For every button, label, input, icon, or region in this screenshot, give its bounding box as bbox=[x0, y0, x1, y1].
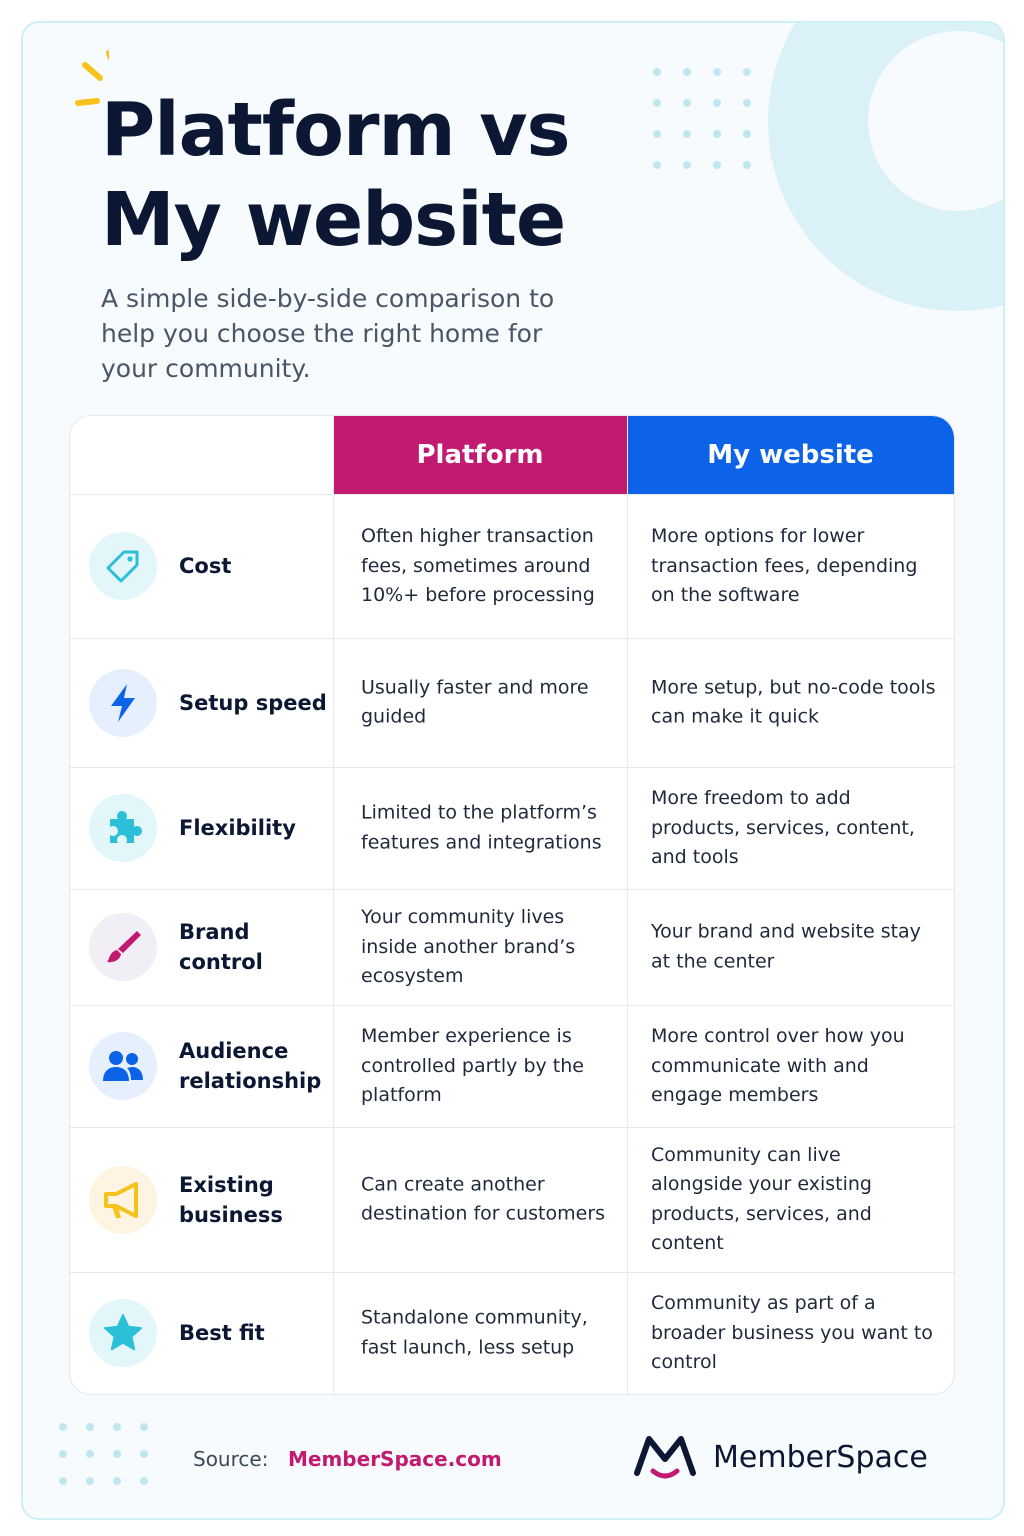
decorative-dots-top bbox=[653, 68, 773, 188]
column-header-my-website: My website bbox=[627, 416, 954, 494]
platform-cell: Your community lives inside another brand’s ecosystem bbox=[361, 905, 576, 987]
decorative-ring bbox=[768, 21, 1005, 311]
memberspace-logo-text: MemberSpace bbox=[713, 1440, 928, 1475]
price-tag-icon bbox=[89, 532, 157, 600]
row-label: Existing business bbox=[179, 1172, 283, 1227]
memberspace-logo-icon bbox=[633, 1433, 697, 1481]
platform-cell: Member experience is controlled partly by the platform bbox=[361, 1024, 584, 1106]
row-label: Setup speed bbox=[179, 690, 327, 715]
paintbrush-icon bbox=[89, 913, 157, 981]
page-title bbox=[101, 85, 570, 265]
comparison-table bbox=[69, 415, 955, 1395]
website-cell: More options for lower transaction fees, depending on the software bbox=[651, 524, 918, 606]
page-subtitle: A simple side-by-side comparison to help you choose the right home for your community. bbox=[101, 284, 555, 383]
row-label: Flexibility bbox=[179, 816, 296, 840]
title-line-2: My website bbox=[101, 177, 566, 263]
table-row-audience-relationship bbox=[70, 1005, 954, 1127]
infographic-card bbox=[21, 21, 1005, 1520]
website-cell: Your brand and website stay at the center bbox=[651, 920, 921, 972]
table-row-existing-business bbox=[70, 1127, 954, 1272]
table-row-best-fit bbox=[70, 1272, 954, 1394]
table-row-cost bbox=[70, 494, 954, 638]
table-row-setup-speed bbox=[70, 638, 954, 767]
platform-cell: Usually faster and more guided bbox=[361, 676, 589, 728]
star-icon bbox=[89, 1299, 157, 1367]
row-label: Cost bbox=[179, 554, 232, 578]
platform-cell: Standalone community, fast launch, less setup bbox=[361, 1306, 588, 1358]
website-cell: Community as part of a broader business you want to control bbox=[651, 1291, 933, 1373]
sparkle-icon bbox=[49, 47, 109, 117]
row-label: Audience relationship bbox=[179, 1039, 322, 1093]
people-icon bbox=[89, 1032, 157, 1100]
column-header-platform: Platform bbox=[333, 416, 627, 494]
website-cell: Community can live alongside your existing products, services, and content bbox=[651, 1143, 872, 1254]
platform-cell: Can create another destination for customers bbox=[361, 1173, 606, 1225]
website-cell: More freedom to add products, services, content, and tools bbox=[651, 786, 915, 868]
lightning-bolt-icon bbox=[89, 669, 157, 737]
title-line-1: Platform vs bbox=[101, 87, 570, 173]
source-link[interactable]: MemberSpace.com bbox=[288, 1447, 502, 1471]
website-cell: More control over how you communicate with and engage members bbox=[651, 1024, 905, 1106]
table-row-flexibility bbox=[70, 767, 954, 889]
platform-cell: Limited to the platform’s features and integrations bbox=[361, 801, 602, 853]
source-label: Source: bbox=[193, 1447, 269, 1471]
row-label: Best fit bbox=[179, 1321, 265, 1345]
megaphone-icon bbox=[89, 1166, 157, 1234]
website-cell: More setup, but no-code tools can make it quick bbox=[651, 676, 936, 728]
decorative-dots-bottom bbox=[59, 1423, 159, 1493]
platform-cell: Often higher transaction fees, sometimes around 10%+ before processing bbox=[361, 524, 595, 606]
row-label: Brand control bbox=[179, 920, 263, 974]
puzzle-piece-icon bbox=[89, 794, 157, 862]
table-row-brand-control bbox=[70, 889, 954, 1005]
